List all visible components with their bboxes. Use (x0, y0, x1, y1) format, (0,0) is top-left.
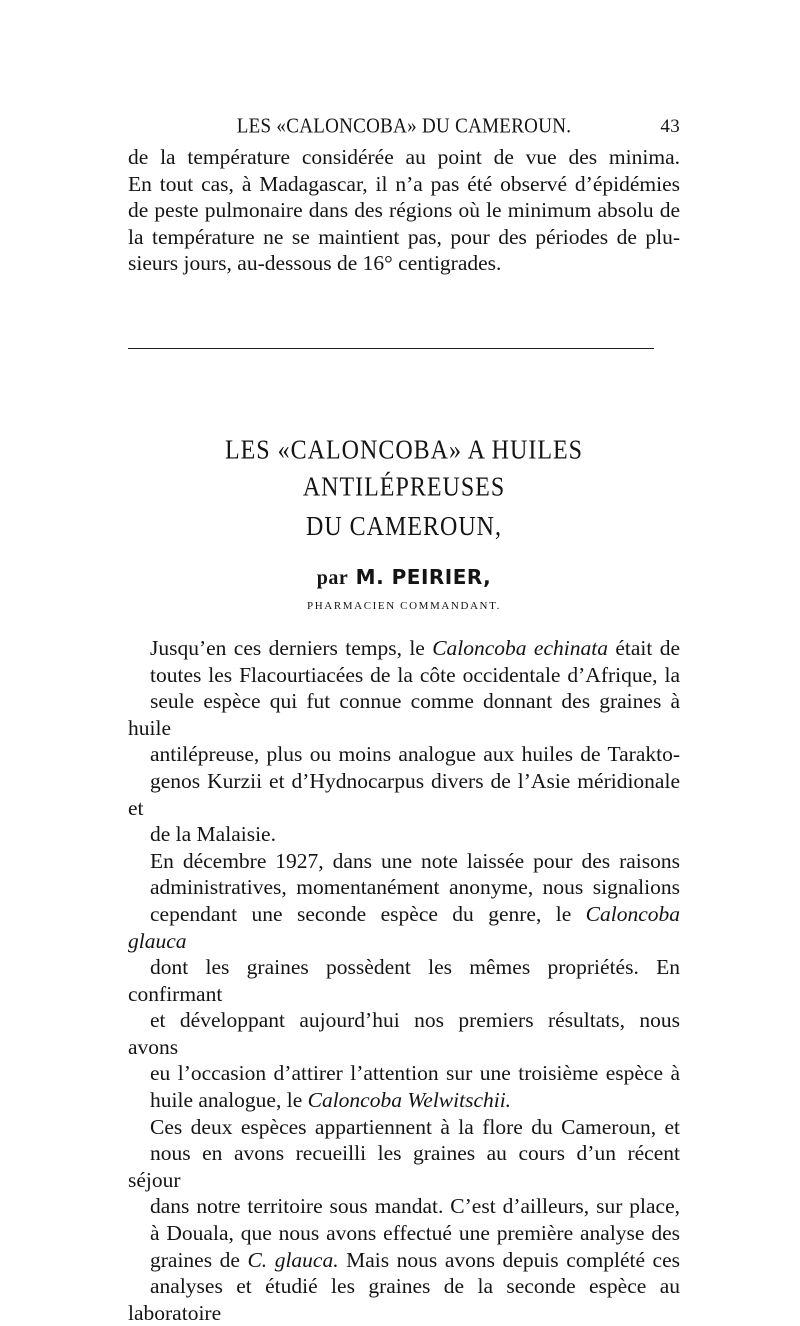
text-line: et développant aujourd’hui nos premiers résultats, nous avons (128, 1008, 680, 1059)
text-line: graines de C. glauca. Mais nous avons depuis complété ces (150, 1247, 680, 1272)
text-line: la température ne se maintient pas, pour des périodes de plu- (128, 224, 680, 249)
running-title: LES «CALONCOBA» DU CAMEROUN. (236, 114, 572, 139)
text-line: huile analogue, le Caloncoba Welwitschii. (150, 1088, 512, 1113)
italic-species-name: C. glauca. (247, 1247, 339, 1272)
italic-species-name: Caloncoba Welwitschii. (307, 1088, 512, 1113)
text-line: dont les graines possèdent les mêmes propriétés. En confirmant (128, 955, 680, 1006)
text-line: nous en avons recueilli les graines au cours d’un récent séjour (128, 1141, 680, 1192)
article-body (128, 635, 680, 1326)
paragraph (128, 1114, 680, 1326)
italic-species-name: Caloncoba echinata (432, 635, 608, 660)
section-divider (128, 348, 654, 349)
text-line: de la température considérée au point de vue des minima. (128, 145, 680, 169)
text-line: seule espèce qui fut connue comme donnant des graines à huile (128, 689, 680, 740)
text-line: genos Kurzii et d’Hydnocarpus divers de l’Asie méridionale et (128, 768, 680, 820)
text-line: cependant une seconde espèce du genre, le Caloncoba glauca (128, 901, 680, 953)
text-line: eu l’occasion d’attirer l’attention sur une troisième espèce à (150, 1061, 680, 1086)
paragraph (128, 848, 680, 1114)
italic-species-name: Caloncoba glauca (128, 901, 680, 953)
text-line: de peste pulmonaire dans des régions où le minimum absolu de (128, 198, 680, 223)
text-line: En décembre 1927, dans une note laissée pour des raisons (150, 848, 680, 873)
text-line: Ces deux espèces appartiennent à la flore du Cameroun, et (150, 1114, 680, 1139)
book-page (128, 116, 680, 1326)
text-line: toutes les Flacourtiacées de la côte occidentale d’Afrique, la (150, 662, 680, 687)
running-header (128, 116, 680, 144)
page-number: 43 (660, 116, 680, 137)
article-title (128, 437, 680, 543)
text-line: analyses et étudié les graines de la seconde espèce au laboratoire (128, 1274, 680, 1325)
text-line: sieurs jours, au-dessous de 16° centigrades. (128, 251, 502, 276)
text-line: En tout cas, à Madagascar, il n’a pas été observé d’épidémies (128, 171, 680, 196)
text-line: à Douala, que nous avons effectué une première analyse des (150, 1221, 680, 1246)
article-title-line: DU CAMEROUN, (305, 512, 502, 542)
byline (128, 565, 680, 590)
paragraph (128, 635, 680, 848)
article-title-line: LES «CALONCOBA» A HUILES ANTILÉPREUSES (224, 435, 584, 503)
text-line: administratives, momentanément anonyme, nous signalions (150, 875, 680, 900)
text-line: antilépreuse, plus ou moins analogue aux huiles de Tarakto- (150, 742, 680, 767)
text-line: Jusqu’en ces derniers temps, le Caloncoba echinata était de (150, 635, 680, 660)
intro-paragraph (128, 144, 680, 277)
text-line: dans notre territoire sous mandat. C’est d’ailleurs, sur place, (150, 1194, 680, 1219)
author-name: M. PEIRIER, (355, 564, 492, 589)
byline-prefix: par (316, 566, 349, 589)
text-line: de la Malaisie. (150, 822, 276, 847)
author-affiliation: PHARMACIEN COMMANDANT. (307, 599, 501, 612)
